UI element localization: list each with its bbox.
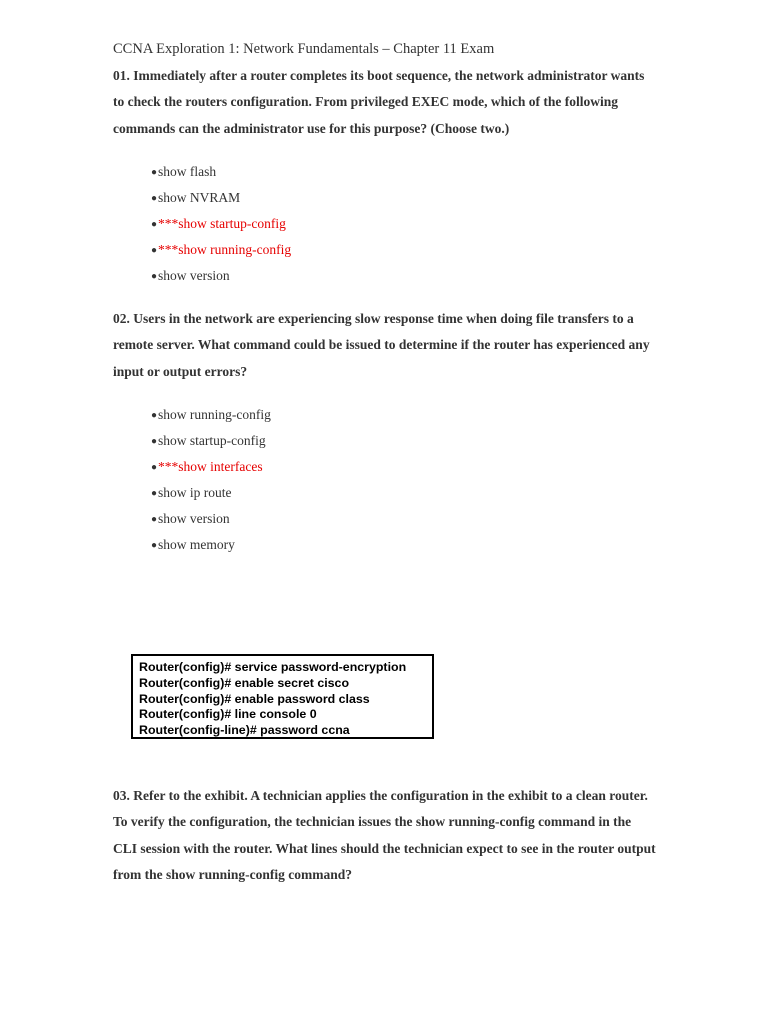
question-line: 01. Immediately after a router completes its boot sequence, the network administrator wants — [113, 68, 645, 83]
bullet-dot-icon: ● — [151, 245, 158, 257]
question-line: 03. Refer to the exhibit. A technician applies the configuration in the exhibit to a clean router. — [113, 788, 648, 803]
question-01-options — [151, 159, 291, 289]
answer-option-correct — [151, 237, 291, 263]
answer-text: show startup-config — [178, 216, 286, 232]
answer-option — [151, 480, 271, 506]
question-01 — [113, 63, 733, 142]
bullet-dot-icon: ● — [151, 488, 158, 500]
bullet-dot-icon: ● — [151, 219, 158, 231]
answer-text: show NVRAM — [158, 190, 241, 206]
bullet-dot-icon: ● — [151, 514, 158, 526]
answer-text: show flash — [158, 164, 217, 179]
question-line: input or output errors? — [113, 363, 248, 379]
question-line: commands can the administrator use for this purpose? (Choose two.) — [113, 120, 510, 136]
answer-option — [151, 263, 291, 289]
answer-text: show running-config — [178, 242, 292, 258]
bullet-dot-icon: ● — [151, 540, 158, 552]
answer-text: show ip route — [158, 485, 232, 501]
question-line: remote server. What command could be issued to determine if the router has experienced any — [113, 337, 650, 353]
answer-option-correct — [151, 211, 291, 237]
question-line: 02. Users in the network are experiencing slow response time when doing file transfers to a — [113, 311, 634, 326]
answer-marker: *** — [158, 459, 179, 475]
bullet-dot-icon: ● — [151, 462, 158, 474]
answer-option — [151, 428, 271, 454]
answer-text: show running-config — [158, 407, 271, 422]
question-line: from the show running-config command? — [113, 866, 353, 882]
cli-line: Router(config-line)# password ccna — [139, 723, 350, 738]
question-03 — [113, 783, 733, 888]
answer-option-correct — [151, 454, 271, 480]
question-02-options — [151, 402, 271, 559]
cli-line: Router(config)# enable secret cisco — [139, 675, 350, 690]
answer-option — [151, 185, 291, 211]
answer-text: show version — [158, 511, 230, 527]
bullet-dot-icon: ● — [151, 193, 158, 205]
answer-marker: *** — [158, 216, 179, 232]
bullet-dot-icon: ● — [151, 410, 158, 421]
answer-option — [151, 159, 291, 185]
question-line: To verify the configuration, the technician issues the show running-config command in the — [113, 814, 632, 830]
answer-marker: *** — [158, 242, 179, 258]
question-line: CLI session with the router. What lines should the technician expect to see in the router output — [113, 840, 656, 856]
answer-text: show interfaces — [178, 459, 263, 475]
bullet-dot-icon: ● — [151, 167, 158, 178]
answer-text: show version — [158, 268, 230, 284]
cli-line: Router(config)# enable password class — [139, 691, 370, 706]
bullet-dot-icon: ● — [151, 436, 158, 448]
cli-line: Router(config)# service password-encryption — [139, 660, 407, 674]
answer-text: show memory — [158, 537, 235, 553]
cli-exhibit — [131, 654, 434, 739]
cli-line: Router(config)# line console 0 — [139, 707, 317, 722]
answer-option — [151, 532, 271, 558]
answer-text: show startup-config — [158, 433, 266, 449]
answer-option — [151, 402, 271, 428]
bullet-dot-icon: ● — [151, 271, 158, 283]
document-title: CCNA Exploration 1: Network Fundamentals – Chapter 11 Exam — [113, 41, 495, 57]
question-line: to check the routers configuration. From privileged EXEC mode, which of the following — [113, 94, 618, 110]
question-02 — [113, 306, 733, 385]
answer-option — [151, 506, 271, 532]
